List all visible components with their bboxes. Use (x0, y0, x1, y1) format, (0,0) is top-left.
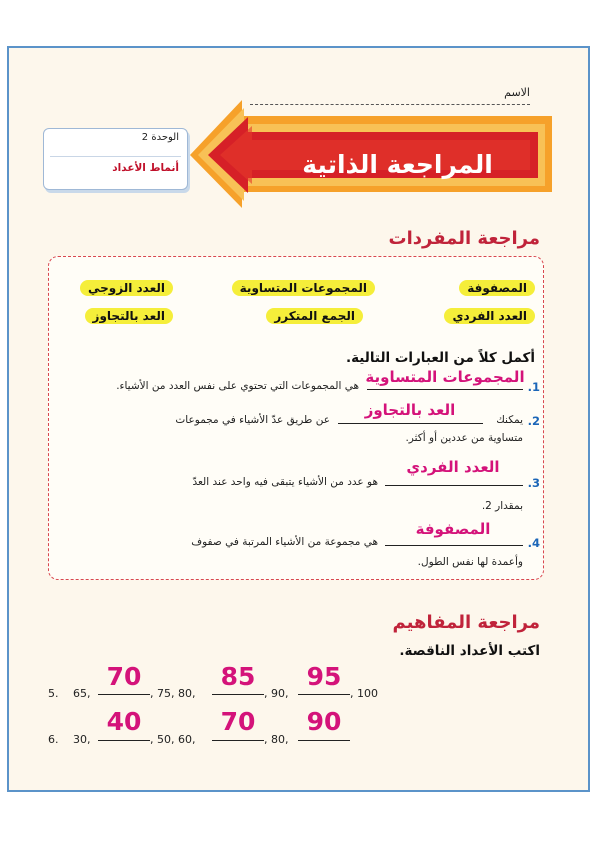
seq6-t1: 30, (73, 733, 91, 746)
term-even-number: العدد الزوجي (80, 280, 173, 296)
seq5-t3: , 90, (264, 687, 289, 700)
unit-label: الوحدة 2 (141, 132, 179, 143)
concepts-title: مراجعة المفاهيم (392, 612, 540, 633)
seq5-blank-3 (298, 694, 350, 695)
item-number-1: 1. (527, 380, 540, 394)
answer-3[interactable]: العدد الفردي (406, 458, 500, 476)
item-text-1: هي المجموعات التي تحتوي على نفس العدد من الأشياء. (116, 380, 359, 392)
answer-2[interactable]: العد بالتجاوز (364, 401, 456, 419)
seq5-answer-2[interactable]: 85 (220, 662, 256, 691)
unit-topic: أنماط الأعداد (112, 162, 179, 174)
seq5-blank-2 (212, 694, 264, 695)
seq6-blank-1 (98, 740, 150, 741)
item-text-3: هو عدد من الأشياء يتبقى فيه واحد عند العدّ (192, 476, 378, 488)
seq6-blank-3 (298, 740, 350, 741)
item-number-2: 2. (527, 414, 540, 428)
term-equal-groups: المجموعات المتساوية (232, 280, 375, 296)
seq5-answer-1[interactable]: 70 (106, 662, 142, 691)
blank-2 (338, 423, 483, 424)
concepts-instruction: اكتب الأعداد الناقصة. (399, 643, 540, 659)
seq6-answer-3[interactable]: 90 (306, 707, 342, 736)
seq6-t2: , 50, 60, (150, 733, 196, 746)
term-odd-number: العدد الفردي (444, 308, 535, 324)
item-number-3: 3. (527, 476, 540, 490)
seq5-t4: , 100 (350, 687, 378, 700)
seq5-blank-1 (98, 694, 150, 695)
seq5-answer-3[interactable]: 95 (306, 662, 342, 691)
seq5-t2: , 75, 80, (150, 687, 196, 700)
name-label: الاسم (504, 86, 530, 99)
seq-number-6: 6. (48, 733, 59, 746)
banner-title: المراجعة الذاتية (302, 150, 493, 179)
seq6-answer-2[interactable]: 70 (220, 707, 256, 736)
blank-3 (385, 485, 523, 486)
blank-1 (367, 389, 523, 390)
item-text-2c: متساوية من عددين أو أكثر. (405, 432, 523, 444)
item-number-4: 4. (527, 536, 540, 550)
answer-1[interactable]: المجموعات المتساوية (365, 368, 525, 386)
seq6-blank-2 (212, 740, 264, 741)
seq6-answer-1[interactable]: 40 (106, 707, 142, 736)
term-skip-count: العد بالتجاوز (85, 308, 173, 324)
blank-4 (385, 545, 523, 546)
seq-number-5: 5. (48, 687, 59, 700)
vocab-instruction: أكمل كلاً من العبارات التالية. (345, 350, 535, 366)
seq5-t1: 65, (73, 687, 91, 700)
term-repeated-addition: الجمع المتكرر (266, 308, 363, 324)
term-array: المصفوفة (459, 280, 535, 296)
item-text-4: هي مجموعة من الأشياء المرتبة في صفوف (191, 536, 378, 548)
vocab-title: مراجعة المفردات (388, 228, 540, 249)
item-text-3b: بمقدار 2. (481, 500, 523, 512)
item-text-2b: عن طريق عدّ الأشياء في مجموعات (175, 414, 330, 426)
seq6-t3: , 80, (264, 733, 289, 746)
answer-4[interactable]: المصفوفة (415, 520, 491, 538)
item-text-2a: يمكنك (496, 414, 523, 426)
item-text-4b: وأعمدة لها نفس الطول. (417, 556, 523, 568)
